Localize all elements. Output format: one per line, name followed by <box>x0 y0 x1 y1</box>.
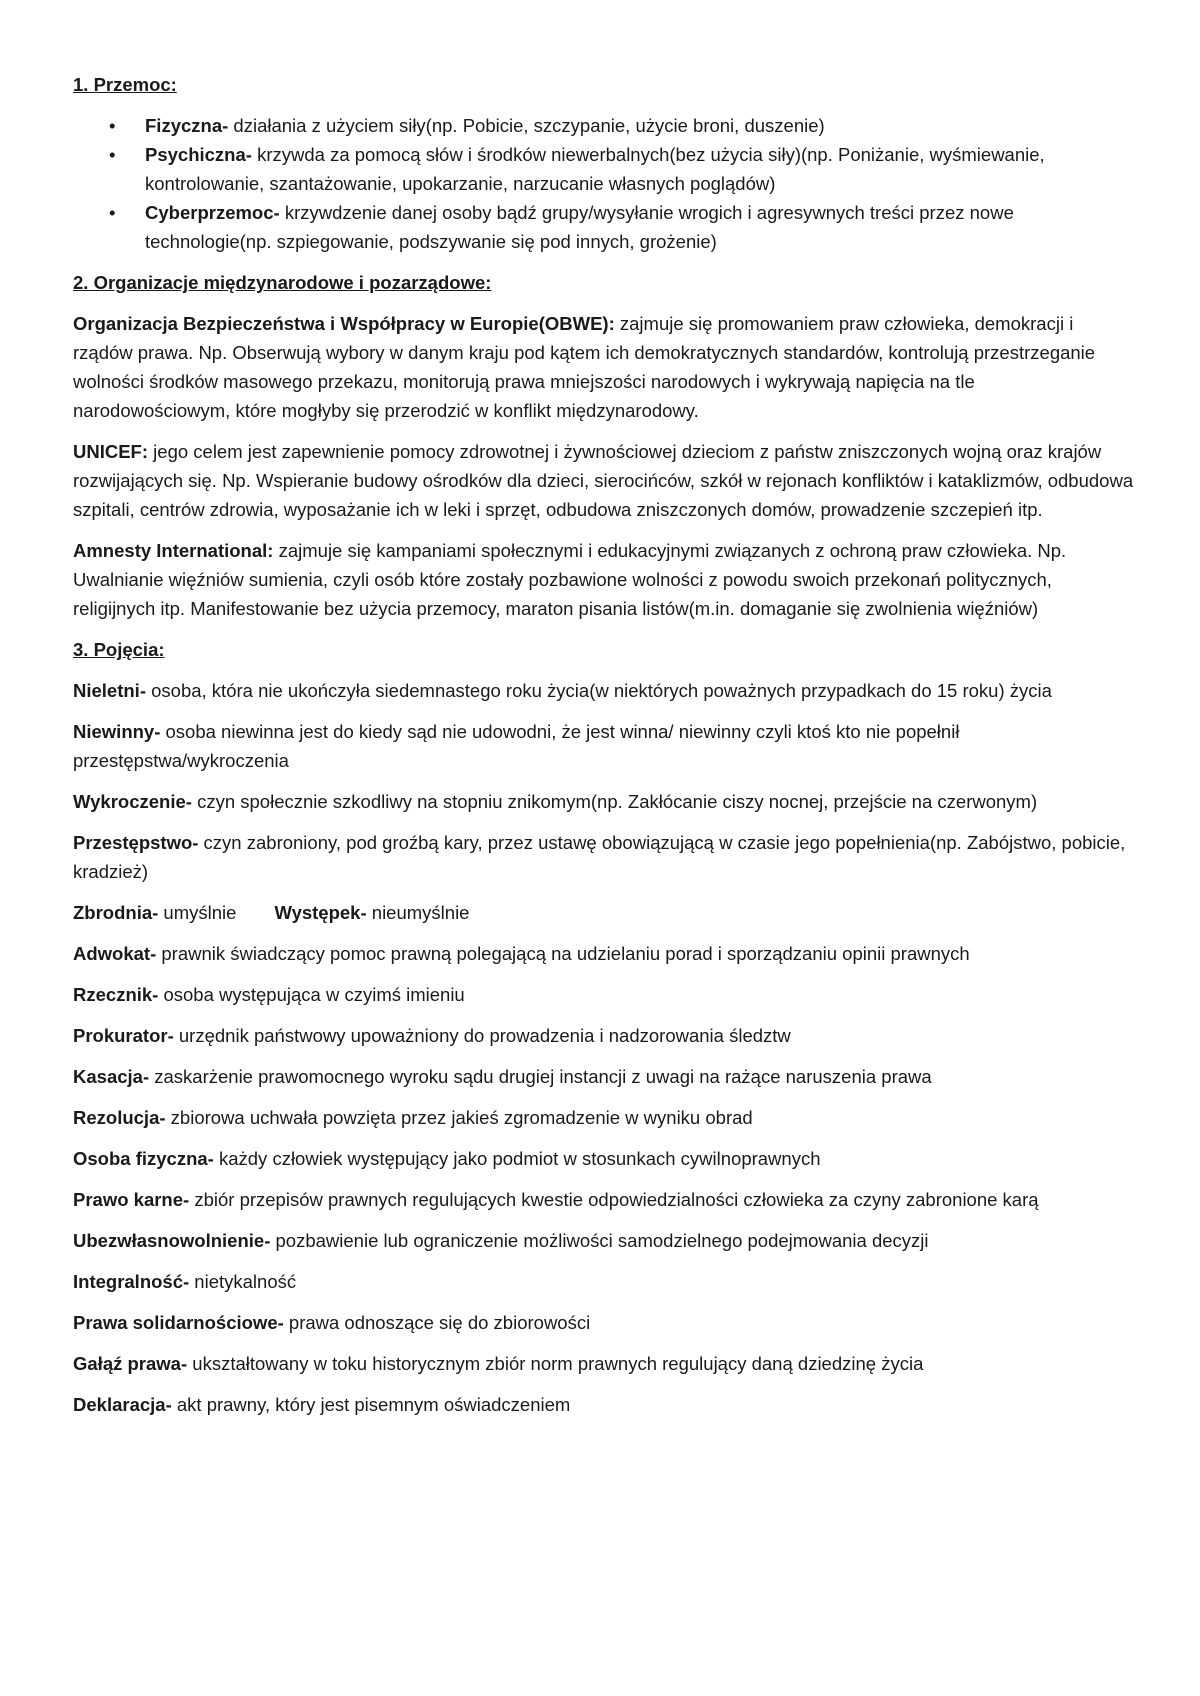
term: Kasacja- <box>73 1066 150 1087</box>
definition: zbiór przepisów prawnych regulujących kwestie odpowiedzialności człowieka za czyny zabronione karą <box>189 1189 1039 1210</box>
definition: zajmuje się kampaniami społecznymi i edukacyjnymi związanych z ochroną praw człowieka. Np. Uwalnianie więźniów sumienia, czyli osób które zostały pozbawione wolności z powodu swoich przekonań politycznych, religijnych itp. Manifestowanie bez użycia przemocy, maraton pisania listów(m.in. domaganie się zwolnienia więźniów) <box>73 540 1067 619</box>
list-item <box>73 111 1135 140</box>
definition: akt prawny, który jest pisemnym oświadczeniem <box>171 1394 571 1415</box>
definition: prawa odnoszące się do zbiorowości <box>283 1312 591 1333</box>
term: Ubezwłasnowolnienie- <box>73 1230 271 1251</box>
term: Niewinny- <box>73 721 161 742</box>
concept-paragraph <box>73 1062 1135 1091</box>
list-item <box>73 140 1135 198</box>
definition: zaskarżenie prawomocnego wyroku sądu drugiej instancji z uwagi na rażące naruszenia prawa <box>149 1066 932 1087</box>
definition: osoba, która nie ukończyła siedemnastego roku życia(w niektórych poważnych przypadkach do 15 roku) życia <box>145 680 1052 701</box>
concept-paragraph <box>73 1185 1135 1214</box>
definition: pozbawienie lub ograniczenie możliwości samodzielnego podejmowania decyzji <box>270 1230 929 1251</box>
concept-paragraph <box>73 787 1135 816</box>
definition: ukształtowany w toku historycznym zbiór norm prawnych regulujący daną dziedzinę życia <box>187 1353 924 1374</box>
term: Prawo karne- <box>73 1189 190 1210</box>
concept-paragraph <box>73 676 1135 705</box>
definition: osoba występująca w czyimś imieniu <box>158 984 465 1005</box>
concept-paragraph <box>73 980 1135 1009</box>
definition: czyn zabroniony, pod groźbą kary, przez ustawę obowiązującą w czasie jego popełnienia(np. Zabójstwo, pobicie, kradzież) <box>73 832 1126 882</box>
definition: krzywdzenie danej osoby bądź grupy/wysyłanie wrogich i agresywnych treści przez nowe technologie(np. szpiegowanie, podszywanie się pod innych, grożenie) <box>145 202 1014 252</box>
term: Gałąź prawa- <box>73 1353 188 1374</box>
term: Integralność- <box>73 1271 190 1292</box>
concept-paragraph <box>73 1267 1135 1296</box>
violence-list <box>73 111 1135 256</box>
definition: prawnik świadczący pomoc prawną polegającą na udzielaniu porad i sporządzaniu opinii prawnych <box>156 943 970 964</box>
org-paragraph <box>73 536 1135 623</box>
concept-paragraph <box>73 1390 1135 1419</box>
concept-paragraph <box>73 1308 1135 1337</box>
definition: urzędnik państwowy upoważniony do prowadzenia i nadzorowania śledztw <box>173 1025 791 1046</box>
list-item <box>73 198 1135 256</box>
definition: zajmuje się promowaniem praw człowieka, demokracji i rządów prawa. Np. Obserwują wybory w danym kraju pod kątem ich demokratycznych standardów, kontrolują przestrzeganie wolności środków masowego przekazu, monitorują prawa mniejszości narodowych i wykrywają napięcia na tle narodowościowym, które mogłyby się przerodzić w konflikt międzynarodowy. <box>73 313 1096 421</box>
term: Zbrodnia- <box>73 902 159 923</box>
section-heading-concepts: 3. Pojęcia: <box>73 639 165 660</box>
definition: jego celem jest zapewnienie pomocy zdrowotnej i żywnościowej dzieciom z państw zniszczonych wojną oraz krajów rozwijających się. Np. Wspieranie budowy ośrodków dla dzieci, sierocińców, szkół w rejonach konfliktów i kataklizmów, odbudowa szpitali, centrów zdrowia, wyposażanie ich w leki i sprzęt, odbudowa zniszczonych domów, prowadzenie szczepień itp. <box>73 441 1134 520</box>
concept-paragraph <box>73 828 1135 886</box>
term: Rzecznik- <box>73 984 159 1005</box>
concept-paragraph <box>73 939 1135 968</box>
definition: umyślnie <box>158 902 237 923</box>
definition: zbiorowa uchwała powzięta przez jakieś zgromadzenie w wyniku obrad <box>165 1107 753 1128</box>
definition: nieumyślnie <box>366 902 470 923</box>
section-heading-violence: 1. Przemoc: <box>73 74 177 95</box>
term: Deklaracja- <box>73 1394 172 1415</box>
org-paragraph <box>73 437 1135 524</box>
term: Psychiczna- <box>145 144 252 165</box>
concept-pair <box>274 898 469 927</box>
term: Adwokat- <box>73 943 157 964</box>
term: Rezolucja- <box>73 1107 166 1128</box>
definition: osoba niewinna jest do kiedy sąd nie udowodni, że jest winna/ niewinny czyli ktoś kto nie popełnił przestępstwa/wykroczenia <box>73 721 960 771</box>
term: Przestępstwo- <box>73 832 199 853</box>
bullet-icon: • <box>109 115 116 136</box>
bullet-icon: • <box>109 144 116 165</box>
definition: krzywda za pomocą słów i środków niewerbalnych(bez użycia siły)(np. Poniżanie, wyśmiewanie, kontrolowanie, szantażowanie, upokarzanie, narzucanie własnych poglądów) <box>145 144 1045 194</box>
section-heading-organizations: 2. Organizacje międzynarodowe i pozarządowe: <box>73 272 492 293</box>
definition: czyn społecznie szkodliwy na stopniu znikomym(np. Zakłócanie ciszy nocnej, przejście na czerwonym) <box>191 791 1038 812</box>
definition: nietykalność <box>189 1271 297 1292</box>
term: Organizacja Bezpieczeństwa i Współpracy w Europie(OBWE): <box>73 313 615 334</box>
term: UNICEF: <box>73 441 149 462</box>
concept-paragraph <box>73 898 1135 927</box>
concept-paragraph <box>73 1226 1135 1255</box>
term: Występek- <box>274 902 367 923</box>
term: Nieletni- <box>73 680 146 701</box>
term: Prawa solidarnościowe- <box>73 1312 284 1333</box>
term: Wykroczenie- <box>73 791 192 812</box>
concept-paragraph <box>73 1021 1135 1050</box>
concept-paragraph <box>73 1144 1135 1173</box>
definition: działania z użyciem siły(np. Pobicie, szczypanie, użycie broni, duszenie) <box>228 115 825 136</box>
concept-paragraph <box>73 1103 1135 1132</box>
concept-paragraph <box>73 1349 1135 1378</box>
term: Osoba fizyczna- <box>73 1148 214 1169</box>
term: Cyberprzemoc- <box>145 202 280 223</box>
org-paragraph <box>73 309 1135 425</box>
bullet-icon: • <box>109 202 116 223</box>
term: Fizyczna- <box>145 115 229 136</box>
definition: każdy człowiek występujący jako podmiot w stosunkach cywilnoprawnych <box>213 1148 821 1169</box>
concept-paragraph <box>73 717 1135 775</box>
term: Prokurator- <box>73 1025 174 1046</box>
term: Amnesty International: <box>73 540 274 561</box>
document-page <box>73 70 1135 1431</box>
